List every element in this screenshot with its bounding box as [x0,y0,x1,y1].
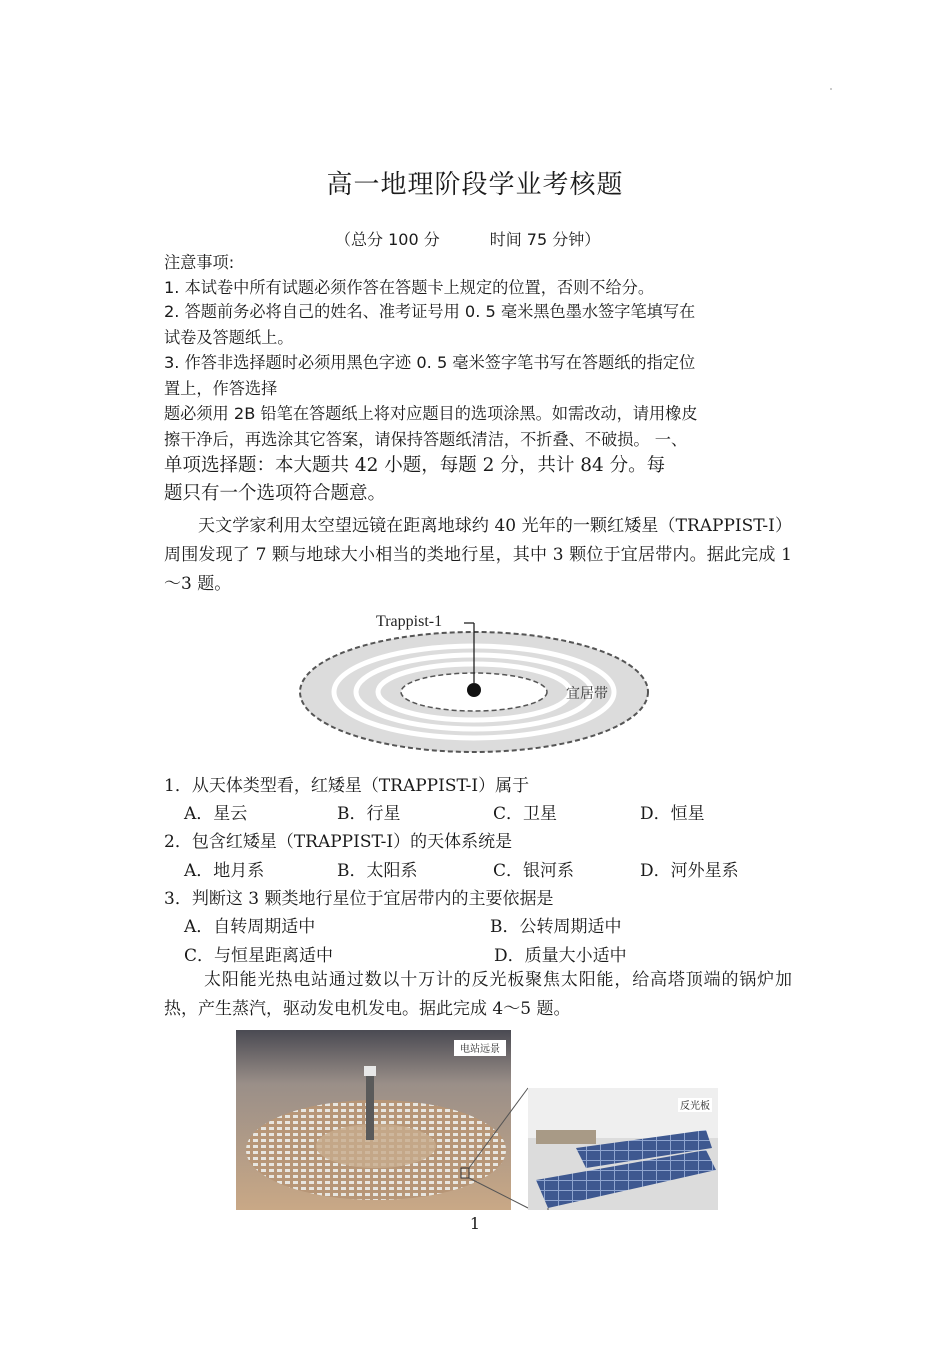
exam-time: 时间 75 分钟） [489,230,601,249]
option-a: A．星云 [184,804,248,824]
option-d: D．河外星系 [640,861,739,881]
notes-line: 2. 答题前务必将自己的姓名、准考证号用 0. 5 毫米黑色墨水签字笔填写在 [164,302,696,321]
red-dwarf-star [467,683,481,697]
plant-photo-label: 电站远景 [460,1044,500,1055]
page-speck [830,88,832,90]
section-heading: 单项选择题：本大题共 42 小题，每题 2 分，共计 84 分。每 [164,455,666,476]
passage-1: 天文学家利用太空望远镜在距离地球约 40 光年的一颗红矮星（TRAPPIST-I）周围发现了 7 颗与地球大小相当的类地行星，其中 3 颗位于宜居带内。据此完成 1～3 题。 [164,516,792,594]
question-stem: 2．包含红矮星（TRAPPIST-I）的天体系统是 [164,832,513,852]
option-d: D．质量大小适中 [494,946,627,966]
notes-line: 1. 本试卷中所有试题必须作答在答题卡上规定的位置，否则不给分。 [164,278,655,297]
notes-heading: 注意事项: [164,253,235,272]
exam-title: 高一地理阶段学业考核题 [326,170,624,200]
option-c: C．银河系 [493,861,575,881]
star-label: Trappist-1 [376,613,443,630]
notes-line: 题必须用 2B 铅笔在答题纸上将对应题目的选项涂黑。如需改动，请用橡皮 [164,404,698,423]
tower-icon [366,1070,374,1140]
notes-line: 置上，作答选择 [164,379,278,398]
solar-thermal-plant-photo [236,1030,718,1218]
reflector-label: 反光板 [680,1101,710,1112]
option-b: B．太阳系 [337,861,418,881]
page-number: 1 [469,1214,481,1233]
trappist-habitable-zone-diagram [296,606,658,756]
notes-line: 试卷及答题纸上。 [164,328,294,347]
habitable-zone-label: 宜居带 [566,686,608,702]
option-c: C．卫星 [493,804,558,824]
section-heading-cont: 题只有一个选项符合题意。 [164,483,387,504]
question-stem: 1．从天体类型看，红矮星（TRAPPIST-I）属于 [164,776,530,796]
option-a: A．自转周期适中 [184,917,316,937]
option-c: C．与恒星距离适中 [184,946,334,966]
passage-2: 太阳能光热电站通过数以十万计的反光板聚焦太阳能，给高塔顶端的锅炉加热，产生蒸汽，驱动发电机发电。据此完成 4～5 题。 [164,970,792,1019]
option-b: B．行星 [337,804,401,824]
notes-line: 3. 作答非选择题时必须用黑色字迹 0. 5 毫米签字笔书写在答题纸的指定位 [164,353,696,372]
question-stem: 3．判断这 3 颗类地行星位于宜居带内的主要依据是 [164,889,554,909]
notes-line: 擦干净后，再选涂其它答案，请保持答题纸清洁，不折叠、不破损。 一、 [164,430,688,449]
option-d: D．恒星 [640,804,705,824]
exam-subtitle [335,227,600,250]
option-a: A．地月系 [184,861,265,881]
total-score: （总分 100 分 [335,230,440,249]
option-b: B．公转周期适中 [490,917,622,937]
